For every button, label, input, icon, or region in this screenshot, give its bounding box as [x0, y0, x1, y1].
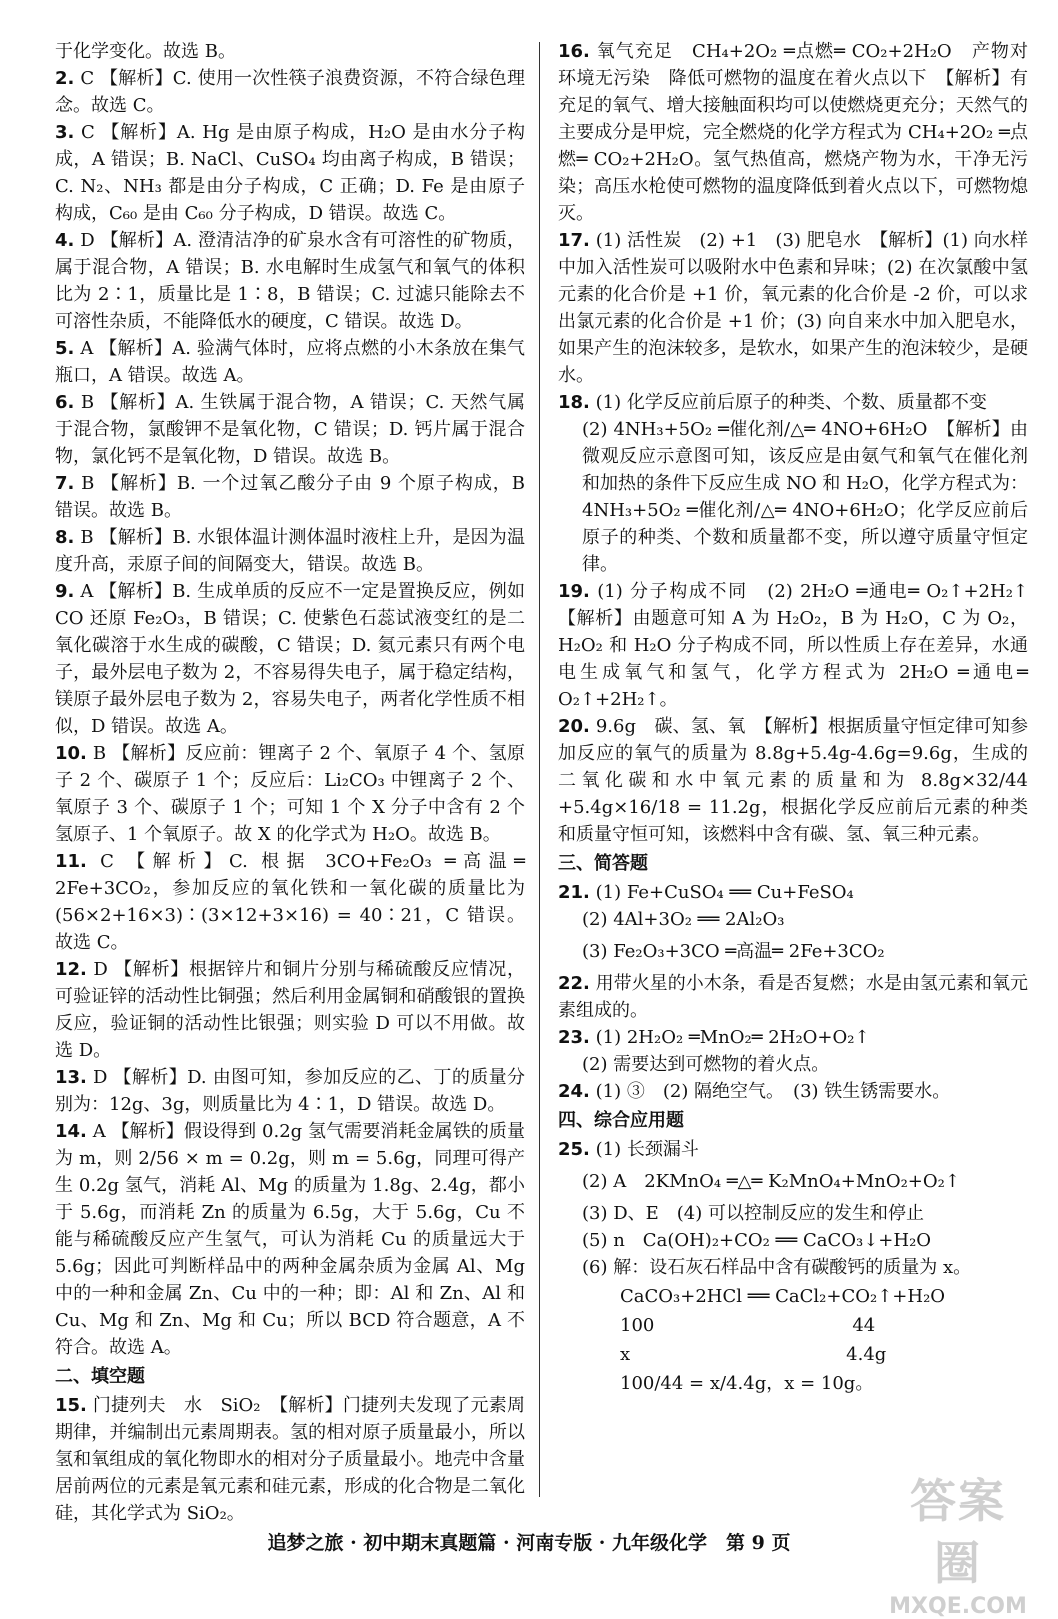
- left-column: [55, 38, 525, 1527]
- calc-result-line: 100/44 = x/4.4g，x = 10g。: [620, 1373, 874, 1394]
- answer-item: 于化学变化。故选 B。: [55, 41, 236, 62]
- section-heading-short: 三、简答题: [558, 853, 648, 874]
- answer-item-20: 20. 9.6g 碳、氢、氧 【解析】根据质量守恒定律可知参加反应的氧气的质量为 8.8g+5.4g-4.6g=9.6g，生成的二氧化碳和水中氧元素的质量和为 8.8g×32/44 +5.4g×16/18 = 11.2g，根据化学反应前后元素的种类和质量守恒可知，该燃料中含有碳、氢、氧三种元素。: [558, 716, 1028, 845]
- section-heading-fill: 二、填空题: [55, 1366, 145, 1387]
- answer-item-25: 25. (1) 长颈漏斗: [558, 1139, 699, 1160]
- answer-item-21: 21. (1) Fe+CuSO₄ ══ Cu+FeSO₄: [558, 882, 854, 903]
- answer-item-3: 3. C 【解析】A. Hg 是由原子构成，H₂O 是由水分子构成，A 错误；B. NaCl、CuSO₄ 均由离子构成，B 错误；C. N₂、NH₃ 都是由分子构成，C 正确；D. Fe 是由原子构成，C₆₀ 是由 C₆₀ 分子构成，D 错误。故选 C。: [55, 122, 525, 224]
- answer-item-4: 4. D 【解析】A. 澄清洁净的矿泉水含有可溶性的矿物质，属于混合物，A 错误；B. 水电解时生成氢气和氧气的体积比为 2∶1，质量比是 1∶8，B 错误；C. 过滤只能除去不可溶性杂质，不能降低水的硬度，C 错误。故选 D。: [55, 230, 525, 332]
- calc-equation: CaCO₃+2HCl ══ CaCl₂+CO₂↑+H₂O: [620, 1286, 946, 1307]
- calc-mass-line: x 4.4g: [620, 1344, 887, 1365]
- answer-item-14: 14. A 【解析】假设得到 0.2g 氢气需要消耗金属铁的质量为 m，则 2/56 × m = 0.2g，则 m = 5.6g，同理可得产生 0.2g 氢气，消耗 Al、Mg 的质量为 1.8g、2.4g，都小于 5.6g，而消耗 Zn 的质量为 6.5g，大于 5.6g，Cu 不能与稀硫酸反应产生氢气，可认为消耗 Cu 的质量远大于 5.6g；因此可判断样品中的两种金属杂质为金属 Al、Mg 中的一种和金属 Zn、Cu 中的一种；即：Al 和 Zn、Al 和 Cu、Mg 和 Zn、Mg 和 Cu；所以 BCD 符合题意，A 不符合。故选 A。: [55, 1121, 525, 1358]
- answer-item-19: 19. (1) 分子构成不同 (2) 2H₂O ═通电═ O₂↑+2H₂↑ 【解析】由题意可知 A 为 H₂O₂，B 为 H₂O，C 为 O₂，H₂O₂ 和 H₂O 分子构成不同，所以性质上存在差异，水通电生成氧气和氢气，化学方程式为 2H₂O ═通电═ O₂↑+2H₂↑。: [558, 581, 1046, 710]
- answer-item-25-5: (5) n Ca(OH)₂+CO₂ ══ CaCO₃↓+H₂O: [582, 1230, 932, 1251]
- watermark-url: MXQE.COM: [889, 1594, 1027, 1619]
- answer-item-22: 22. 用带火星的小木条，看是否复燃；水是由氢元素和氧元素组成的。: [558, 973, 1028, 1021]
- watermark-text: 答案圈: [910, 1474, 1006, 1590]
- answer-item-7: 7. B 【解析】B. 一个过氧乙酸分子由 9 个原子构成，B 错误。故选 B。: [55, 473, 525, 521]
- answer-item-10: 10. B 【解析】反应前：锂离子 2 个、氧原子 4 个、氢原子 2 个、碳原子 1 个；反应后：Li₂CO₃ 中锂离子 2 个、氧原子 3 个、碳原子 1 个；可知 1 个 X 分子中含有 2 个氢原子、1 个氧原子。故 X 的化学式为 H₂O。故选 B。: [55, 743, 525, 845]
- answer-item-18: 18. (1) 化学反应前后原子的种类、个数、质量都不变: [558, 392, 987, 413]
- answer-item-8: 8. B 【解析】B. 水银体温计测体温时液柱上升，是因为温度升高，汞原子间的间隔变大，错误。故选 B。: [55, 527, 525, 575]
- answer-item-6: 6. B 【解析】A. 生铁属于混合物，A 错误；C. 天然气属于混合物，氯酸钾不是氧化物，C 错误；D. 钙片属于混合物，氯化钙不是氧化物，D 错误。故选 B。: [55, 392, 525, 467]
- answer-item-5: 5. A 【解析】A. 验满气体时，应将点燃的小木条放在集气瓶口，A 错误。故选 A。: [55, 338, 525, 386]
- answer-item-25-2: (2) A 2KMnO₄ ═△═ K₂MnO₄+MnO₂+O₂↑: [582, 1171, 960, 1192]
- answer-item-17: 17. (1) 活性炭 (2) +1 (3) 肥皂水 【解析】(1) 向水样中加入活性炭可以吸附水中色素和异味；(2) 在次氯酸中氢元素的化合价是 +1 价，氧元素的化合价是 -2 价，可以求出氯元素的化合价是 +1 价；(3) 向自来水中加入肥皂水，如果产生的泡沫较多，是软水，如果产生的泡沫较少，是硬水。: [558, 230, 1028, 386]
- answer-item-15: 15. 门捷列夫 水 SiO₂ 【解析】门捷列夫发现了元素周期律，并编制出元素周期表。氢的相对原子质量最小，所以氢和氧组成的氧化物即水的相对分子质量最小。地壳中含量居前两位的元素是氧元素和硅元素，形成的化合物是二氧化硅，其化学式为 SiO₂。: [55, 1395, 525, 1524]
- watermark-logo: [888, 1470, 1028, 1619]
- answer-item-2: 2. C 【解析】C. 使用一次性筷子浪费资源，不符合绿色理念。故选 C。: [55, 68, 525, 116]
- calculation-block: [558, 1283, 1028, 1397]
- answer-item-18-part2: (2) 4NH₃+5O₂ ═催化剂/△═ 4NO+6H₂O 【解析】由微观反应示意图可知，该反应是由氨气和氧气在催化剂和加热的条件下反应生成 NO 和 H₂O，化学方程式为：4NH₃+5O₂ ═催化剂/△═ 4NO+6H₂O；化学反应前后原子的种类、个数和质量都不变，所以遵守质量守恒定律。: [582, 419, 1028, 575]
- answer-item-25-6: (6) 解：设石灰石样品中含有碳酸钙的质量为 x。: [582, 1257, 972, 1278]
- answer-item-12: 12. D 【解析】根据锌片和铜片分别与稀硫酸反应情况，可验证锌的活动性比铜强；然后利用金属铜和硝酸银的置换反应，验证铜的活动性比银强；则实验 D 可以不用做。故选 D。: [55, 959, 525, 1061]
- calc-molar-mass-line: 100 44: [620, 1315, 876, 1336]
- answer-item-21-3: (3) Fe₂O₃+3CO ═高温═ 2Fe+3CO₂: [582, 941, 885, 962]
- answer-item-21-2: (2) 4Al+3O₂ ══ 2Al₂O₃: [582, 909, 785, 930]
- answer-item-25-3: (3) D、E (4) 可以控制反应的发生和停止: [582, 1203, 925, 1224]
- answer-item-23-2: (2) 需要达到可燃物的着火点。: [582, 1054, 830, 1075]
- answer-item-24: 24. (1) ③ (2) 隔绝空气。 (3) 铁生锈需要水。: [558, 1081, 951, 1102]
- answer-item-13: 13. D 【解析】D. 由图可知，参加反应的乙、丁的质量分别为：12g、3g，则质量比为 4∶1，D 错误。故选 D。: [55, 1067, 525, 1115]
- right-column: [558, 38, 1046, 1399]
- page-footer: 追梦之旅 · 初中期末真题篇 · 河南专版 · 九年级化学 第 9 页: [267, 1532, 791, 1554]
- answer-item-11: 11. C 【解析】C. 根据 3CO+Fe₂O₃ ═高温═ 2Fe+3CO₂，参加反应的氧化铁和一氧化碳的质量比为 (56×2+16×3)∶(3×12+3×16) = 40∶21，C 错误。故选 C。: [55, 851, 525, 953]
- answer-item-16: 16. 氧气充足 CH₄+2O₂ ═点燃═ CO₂+2H₂O 产物对环境无污染 降低可燃物的温度在着火点以下 【解析】有充足的氧气、增大接触面积均可以使燃烧更充分；天然气的主要成分是甲烷，完全燃烧的化学方程式为 CH₄+2O₂ ═点燃═ CO₂+2H₂O。氢气热值高，燃烧产物为水，干净无污染；高压水枪使可燃物的温度降低到着火点以下，可燃物熄灭。: [558, 41, 1028, 224]
- column-divider: [539, 42, 540, 1497]
- answer-item-23: 23. (1) 2H₂O₂ ═MnO₂═ 2H₂O+O₂↑: [558, 1027, 870, 1048]
- answer-item-9: 9. A 【解析】B. 生成单质的反应不一定是置换反应，例如 CO 还原 Fe₂O₃，B 错误；C. 使紫色石蕊试液变红的是二氧化碳溶于水生成的碳酸，C 错误；D. 氦元素只有两个电子，最外层电子数为 2，不容易得失电子，属于稳定结构，镁原子最外层电子数为 2，容易失电子，两者化学性质不相似，D 错误。故选 A。: [55, 581, 525, 737]
- section-heading-comprehensive: 四、综合应用题: [558, 1110, 684, 1131]
